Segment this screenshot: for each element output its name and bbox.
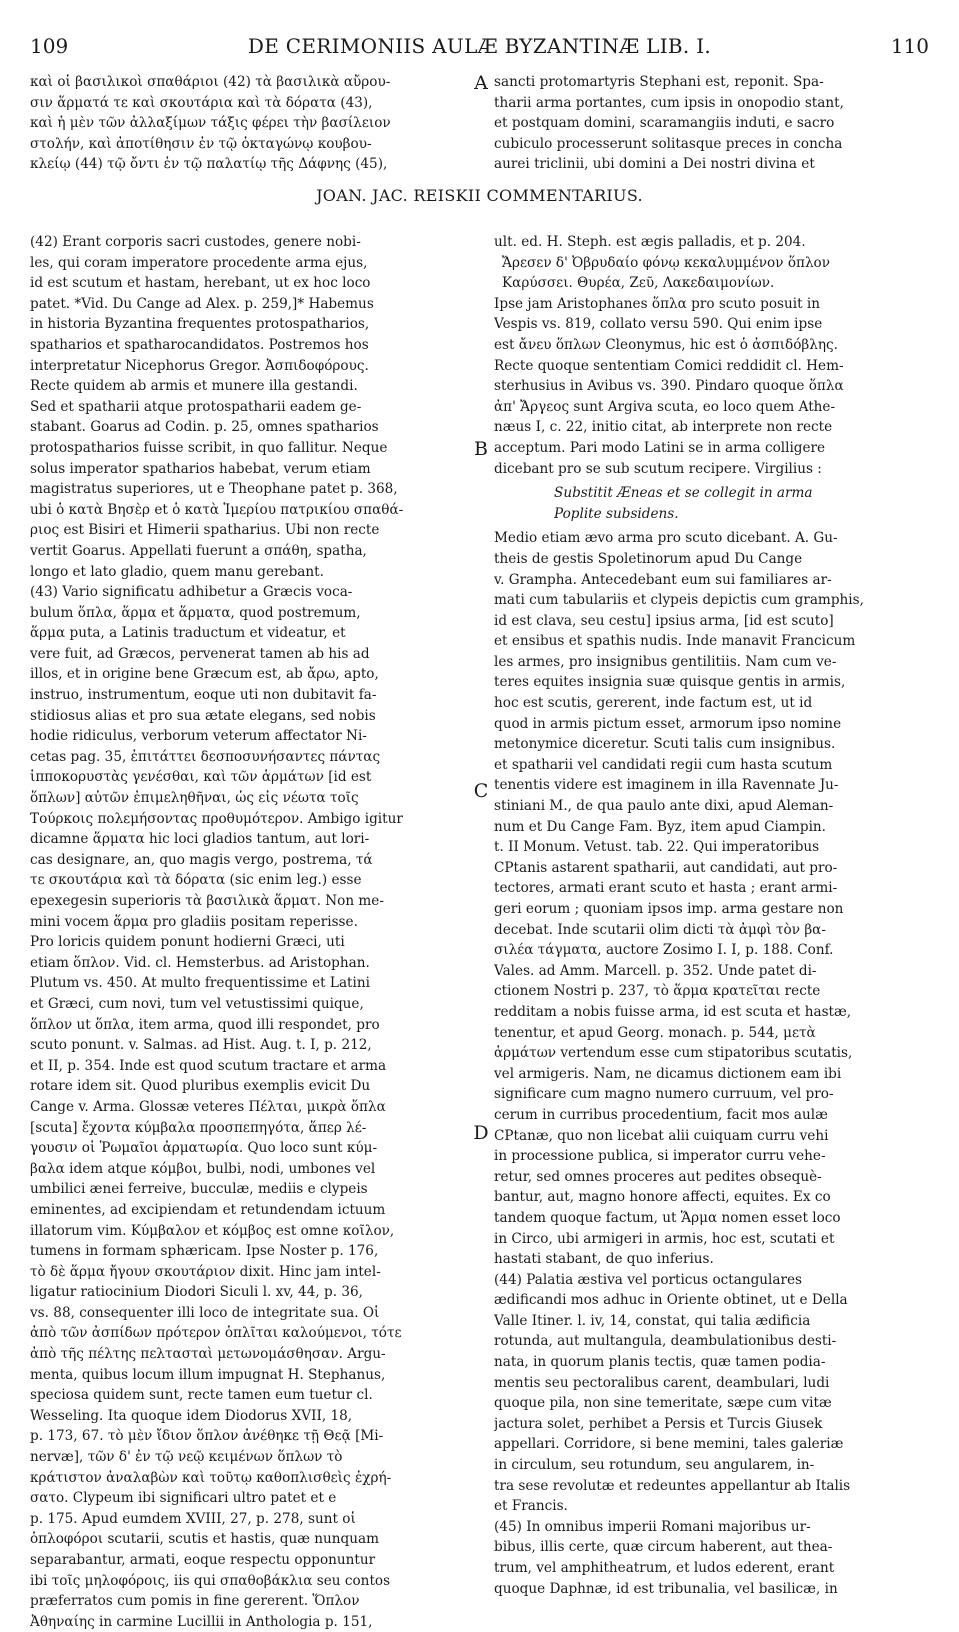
commentary-line: vs. 88, consequenter illi loco de integritate sua. Οἱ [30,1304,380,1321]
commentary-line: metonymice diceretur. Scuti talis cum insignibus. [494,736,836,753]
commentary-line: dicamne ἅρματα hic loci gladios tantum, aut lori- [30,831,370,848]
commentary-line: ἀπὸ τῶν ἀσπίδων πρότερον ὁπλῖται καλούμενοι, τότε [30,1325,402,1342]
running-title: DE CERIMONIIS AULÆ BYZANTINÆ LIB. I. [247,34,712,58]
commentary-line: bibus, illis certe, quæ circum haberent, aut thea- [494,1539,833,1556]
commentary-line: umbilici ænei ferreive, bucculæ, mediis e clypeis [30,1181,368,1198]
commentary-line: ἀπ' Ἄργεος sunt Argiva scuta, eo loco quem Athe- [494,398,836,415]
commentary-line: est ἄνευ ὅπλων Cleonymus, hic est ὁ ἀσπιδόβλης. [494,336,838,353]
commentary-line: tenentur, et apud Georg. monach. p. 544, μετὰ [494,1024,816,1041]
commentary-line: ibi τοῖς μηλοφόροις, iis qui σπαθοβάκλια seu contos [30,1572,391,1589]
commentary-line: t. II Monum. Vetust. tab. 22. Qui imperatoribus [494,839,820,856]
commentary-line: protospatharios fuisse scribit, in quo fallitur. Neque [30,439,388,456]
commentary-line: acceptum. Pari modo Latini se in arma colligere [494,439,826,456]
commentary-line: num et Du Cange Fam. Byz, item apud Ciampin. [494,818,826,835]
commentary-line: epexegesin superioris τὰ βασιλικὰ ἅρματ. Non me- [30,893,384,909]
commentary-line: Cange v. Arma. Glossæ veteres Πέλται, μικρὰ ὅπλα [30,1098,386,1115]
commentary-line: ἅρμα puta, a Latinis traductum et videatur, et [30,625,346,642]
commentary-line: instruo, instrumentum, eoque uti non dubitavit fa- [30,687,377,704]
commentary-line: in circulum, seu rotundum, seu angularem, in- [494,1457,815,1474]
commentary-line: Ipse jam Aristophanes ὅπλα pro scuto posuit in [494,295,820,312]
commentary-line: in processione publica, si imperator curru vehe- [494,1148,826,1165]
right-page-number: 110 [890,34,929,58]
commentary-line: [scuta] ἔχοντα κύμβαλα προσπεπηγότα, ἅπερ λέ- [30,1119,367,1136]
commentary-line: magistratus superiores, ut e Theophane patet p. 368, [30,481,398,498]
commentary-line: et ensibus et spathis nudis. Inde manavit Francicum [494,633,856,650]
commentary-line: teres equites insignia suæ quisque gentis in armis, [494,674,846,691]
commentary-line: longo et lato gladio, quem manu gerebant. [30,563,324,580]
greek-text-line: στολήν, καὶ ἀποτίθησιν ἐν τῷ ὀκταγώνῳ κουβου- [30,135,372,152]
commentary-line: Valle Itiner. l. iv, 14, constat, qui talia ædificia [494,1312,811,1329]
commentary-line: ligatur ratiocinium Diodori Siculi l. xv, 44, p. 36, [30,1284,363,1301]
commentary-line: ctionem Nostri p. 237, τὸ ἅρμα κρατεῖται recte [494,983,821,1000]
commentary-line: præferratos cum pomis in fine gererent. Ὅπλον [30,1593,360,1610]
commentary-line: jactura solet, perhibet a Persis et Turcis Giusek [494,1415,823,1432]
commentary-line: κράτιστον ἀναλαβὼν καὶ τοῦτῳ καθοπλισθεὶς ἐχρή- [30,1469,392,1486]
commentary-line: ὅπλων] αὐτῶν ἐπιμεληθῆναι, ὡς εἰς νέωτα τοῖς [30,790,359,807]
commentary-line: γουσιν οἱ Ῥωμαῖοι ἀρματωρία. Quo loco sunt κύμ- [30,1140,378,1157]
commentary-line: v. Grampha. Antecedebant eum sui familiares ar- [494,571,832,588]
commentary-line: spatharios et spatharocandidatos. Postremos hos [30,336,369,353]
greek-text-line: καὶ οἱ βασιλικοὶ σπαθάριοι (42) τὰ βασιλικὰ αὔρου- [30,74,391,90]
commentary-line: les, qui coram imperatore procedente arma ejus, [30,254,368,271]
commentary-line: in historia Byzantina frequentes protospatharios, [30,316,370,333]
commentary-line: stidiosus alias et pro sua ætate elegans, sed nobis [30,707,376,724]
commentary-line: speciosa quidem sunt, recte tamen eum tuetur cl. [30,1387,373,1404]
commentary-line: scuto ponunt. v. Salmas. ad Hist. Aug. t. I, p. 212, [30,1037,372,1054]
commentary-line: hoc est scutis, gererent, inde factum est, ut id [494,695,813,712]
commentary-line: Τούρκοις πολεμήσοντας προθυμότερον. Ambigo igitur [30,810,403,827]
commentary-line: dicebant pro se sub scutum recipere. Virgilius : [494,460,822,477]
commentary-line: (44) Palatia æstiva vel porticus octangulares [494,1271,803,1288]
commentary-line: ἀπὸ τῆς πέλτης πελτασταὶ μετωνομάσθησαν. Argu- [30,1346,386,1363]
commentary-line: id est clava, seu cestu] ipsius arma, [id est scuto] [494,612,834,629]
commentary-line: p. 173, 67. τὸ μὲν ἴδιον ὅπλον ἀνέθηκε τῇ Θεᾷ [Mi- [30,1428,384,1445]
commentary-line: ριος est Bisiri et Himerii spatharius. Ubi non recte [30,522,380,539]
commentary-line: Medio etiam ævo arma pro scuto dicebant. A. Gu- [494,530,838,547]
commentary-line: ædificandi mos adhuc in Oriente obtinet, ut e Della [494,1292,848,1309]
commentary-line: Recte quidem ab armis et munere illa gestandi. [30,378,358,395]
commentary-line: id est scutum et hastam, herebant, ut ex hoc loco [30,275,371,292]
commentary-line: et Græci, cum novi, tum vel vetustissimi quique, [30,995,364,1012]
commentary-line: Plutum vs. 450. At multo frequentissime et Latini [30,975,370,992]
commentary-line: decebat. Inde scutarii olim dicti τὰ ἀμφὶ τὸν βα- [494,921,826,938]
latin-text-line: sancti protomartyris Stephani est, reponit. Spa- [494,74,824,90]
page-header [30,34,929,58]
commentary-line: menta, quibus locum illum impugnat H. Stephanus, [30,1366,386,1383]
commentary-left-column [30,232,486,1632]
commentary-line: tumens in formam sphæricam. Ipse Noster p. 176, [30,1243,379,1260]
commentary-line: p. 175. Apud eumdem XVIII, 27, p. 278, sunt οἱ [30,1510,356,1527]
commentary-line: quoque Daphnæ, id est tribunalia, vel basilicæ, in [494,1580,838,1597]
latin-text-line: et postquam domini, scaramangiis induti, e sacro [494,115,835,132]
commentary-line: vertit Goarus. Appellati fuerunt a σπάθη, spatha, [30,542,367,559]
commentary-line: et spatharii vel candidati regii cum hasta scutum [494,756,833,773]
commentary-line: βαλα idem atque κόμβοι, bulbi, nodi, umbones vel [30,1160,376,1177]
commentary-line: (43) Vario significatu adhibetur a Græcis voca- [30,584,353,601]
commentary-line: eminentes, ad excipiendam et retundendam ictuum [30,1201,386,1218]
latin-text-line: aurei triclinii, ubi domini a Dei nostri divina et [494,156,815,173]
greek-text-line: καὶ ἡ μὲν τῶν ἀλλαξίμων τάξις φέρει τὴν βασίλειον [30,115,391,132]
commentary-line: Wesseling. Ita quoque idem Diodorus XVII, 18, [30,1407,353,1424]
verse-line: Poplite subsidens. [554,505,679,522]
commentary-line: mentis seu pectoralibus carent, deambulari, ludi [494,1374,830,1391]
commentary-line: mati cum tabulariis et clypeis depictis cum gramphis, [494,592,864,609]
margin-letter-c: C [473,780,489,802]
commentary-right-column [494,232,926,1599]
commentary-line: theis de gestis Spoletinorum apud Du Cange [494,550,803,567]
commentary-line: ἁρμάτων vertendum esse cum stipatoribus scutatis, [494,1045,853,1062]
commentary-line: rotunda, aut multangula, deambulationibus desti- [494,1333,837,1350]
commentary-line: trum, vel amphitheatrum, et ludos ederent, erant [494,1560,835,1576]
commentary-line: σιλέα τάγματα, auctore Zosimo I. I, p. 188. Conf. [494,942,834,959]
commentary-line: τε σκουτάρια καὶ τὰ δόρατα (sic enim leg.) esse [30,872,362,889]
commentary-line: retur, sed omnes proceres aut pedites obsequè- [494,1168,822,1185]
commentary-line: quoque pila, non sine temeritate, sæpe cum vitæ [494,1395,832,1412]
commentary-heading: JOAN. JAC. REISKII COMMENTARIUS. [316,186,643,205]
commentary-line: et II, p. 354. Inde est quod scutum tractare et arma [30,1057,387,1074]
commentary-line: næus I, c. 22, initio citat, ab interprete non recte [494,419,833,436]
commentary-line: bulum ὅπλα, ἅρμα et ἅρματα, quod postremum, [30,604,361,621]
commentary-line: vel armigeris. Nam, ne dicamus dictionem eam ibi [494,1065,842,1082]
commentary-line: in Circo, ubi armigeri in armis, hoc est, scutati et [494,1230,835,1247]
commentary-line: nata, in quorum planis tectis, quæ tamen podia- [494,1354,826,1371]
margin-letter-b: B [474,438,488,460]
commentary-line: significare cum magno numero curruum, vel pro- [494,1086,834,1103]
latin-translation-column [494,72,926,175]
commentary-line: redditam a nobis fuisse arma, id est scuta et hastæ, [494,1003,852,1020]
commentary-line: ὅπλον ut ὅπλα, item arma, quod illi respondet, pro [30,1016,380,1033]
commentary-line: Recte quoque sententiam Comici reddidit cl. Hem- [494,357,844,374]
commentary-line: σατο. Clypeum ibi significari ultro patet et e [30,1490,337,1507]
commentary-line: stabant. Goarus ad Codin. p. 25, omnes spatharios [30,419,379,436]
commentary-line: solus imperator spatharios habebat, verum etiam [30,460,371,477]
commentary-line: Vales. ad Amm. Marcell. p. 352. Unde patet di- [494,962,817,979]
commentary-line: quod in armis pictum esset, armorum ipso nomine [494,715,842,732]
commentary-line: ὁπλοφόροι scutarii, scutis et hastis, quæ nunquam [30,1531,380,1548]
commentary-line: interpretatur Nicephorus Gregor. Ἀσπιδοφόρους. [30,357,369,374]
commentary-line: Ἀθηναίης in carmine Lucillii in Anthologia p. 151, [30,1613,373,1630]
commentary-line: etiam ὅπλον. Vid. cl. Hemsterbus. ad Aristophan. [30,954,370,971]
latin-text-line: cubiculo processerunt solitasque preces in concha [494,135,843,152]
commentary-line: Pro loricis quidem ponunt hodierni Græci, uti [30,934,345,951]
commentary-line: tandem quoque factum, ut Ἅρμα nomen esset loco [494,1209,841,1226]
commentary-line: hodie ridiculus, verborum veterum affectator Ni- [30,728,367,745]
latin-text-line: tharii arma portantes, cum ipsis in onopodio stant, [494,94,844,111]
commentary-line: ἱπποκορυστὰς γενέσθαι, καὶ τῶν ἁρμάτων [id est [30,769,372,786]
commentary-line: Sed et spatharii atque protospatharii eadem ge- [30,398,362,415]
commentary-line: Vespis vs. 819, collato versu 590. Qui enim ipse [494,316,823,333]
commentary-line: bantur, aut, magno honore affecti, equites. Ex co [494,1189,831,1206]
commentary-line: tenentis videre est imaginem in illa Ravennate Ju- [494,777,839,794]
greek-text-line: κλείῳ (44) τῷ ὄντι ἐν τῷ παλατίῳ τῆς Δάφνης (45), [30,156,388,173]
greek-text-line: σιν ἅρματά τε καὶ σκουτάρια καὶ τὰ δόρατα (43), [30,94,373,111]
commentary-line: cetas pag. 35, ἐπιτάττει δεσποσυνήσαντες πάντας [30,748,381,765]
left-page-number: 109 [30,34,69,58]
commentary-line: geri eorum ; quoniam ipsos imp. arma gestare non [494,901,844,917]
commentary-line: et Francis. [494,1498,568,1515]
commentary-line: ult. ed. H. Steph. est ægis palladis, et p. 204. [494,234,806,250]
commentary-line: appellari. Corridore, si bene memini, tales galeriæ [494,1436,844,1453]
commentary-line: mini vocem ἅρμα pro gladiis positam reperisse. [30,913,358,930]
margin-letter-a: A [474,72,488,94]
commentary-line: tectores, armati erant scuto et hasta ; erant armi- [494,880,838,897]
commentary-line: tra sese revolutæ et redeuntes appellantur ab Italis [494,1477,851,1494]
commentary-line: τὸ δὲ ἅρμα ἤγουν σκουτάριον dixit. Hinc jam intel- [30,1263,381,1280]
verse-line: Substitit Æneas et se collegit in arma [554,485,813,502]
commentary-line: les armes, pro insignibus gentilitiis. Nam cum ve- [494,653,837,670]
commentary-line: CPtanæ, quo non licebat alii cuiquam curru vehi [494,1127,829,1144]
commentary-line: rotare idem sit. Quod pluribus exemplis evicit Du [30,1078,371,1095]
commentary-line: separabantur, armati, eoque respectu opponuntur [30,1552,376,1568]
greek-quote-line: Ἄρεσεν δ' Ὀβρυδαίο φόνῳ κεκαλυμμένον ὅπλον [502,254,831,271]
commentary-line: CPtanis astarent spatharii, aut candidati, aut pro- [494,859,838,876]
commentary-line: illos, et in origine bene Græcum est, ab ἄρω, apto, [30,666,379,683]
margin-letter-d: D [473,1122,489,1144]
commentary-line: cerum in curribus procedentium, facit mos aulæ [494,1106,828,1123]
commentary-line: nervæ], τῶν δ' ἐν τῷ νεῷ κειμένων ὅπλων τὸ [30,1449,343,1466]
commentary-line: hastati stabant, de quo inferius. [494,1251,714,1268]
commentary-line: (42) Erant corporis sacri custodes, genere nobi- [30,234,361,250]
commentary-line: cas designare, an, quo magis vergo, postrema, τά [30,851,373,868]
commentary-line: vere fuit, ad Græcos, pervenerat tamen ab his ad [30,645,370,662]
commentary-line: patet. *Vid. Du Cange ad Alex. p. 259,]* Habemus [30,295,374,312]
commentary-line: (45) In omnibus imperii Romani majoribus ur- [494,1518,811,1535]
commentary-line: stiniani M., de qua paulo ante dixi, apud Aleman- [494,798,834,815]
commentary-line: ubi ὁ κατὰ Βησὲρ et ὁ κατὰ Ἱμερίου πατρικίου σπαθά- [30,501,404,518]
commentary-line: illatorum vim. Κύμβαλον et κόμβος est omne κοῖλον, [30,1222,395,1239]
greek-quote-line: Καρύσσει. Θυρέα, Ζεῦ, Λακεδαιμονίων. [502,275,775,292]
greek-text-column [30,72,486,175]
commentary-line: sterhusius in Avibus vs. 390. Pindaro quoque ὅπλα [494,378,844,395]
